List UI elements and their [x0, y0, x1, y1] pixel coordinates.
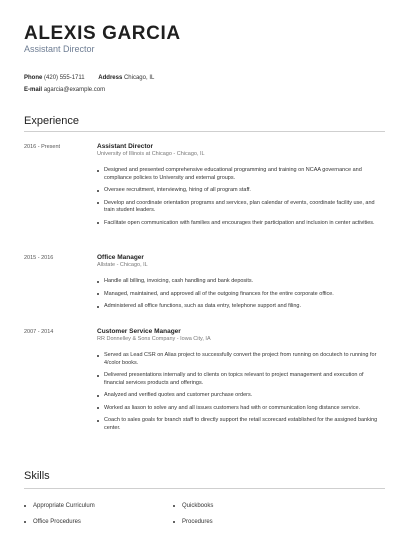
email-value: agarcia@example.com	[43, 87, 106, 93]
contact-line-email	[24, 86, 105, 94]
skill-item: Quickbooks	[173, 502, 213, 518]
job-bullet: Delivered presentations internally and to clients on topics relevant to project management and execution of financial services products and offerings.	[97, 372, 385, 387]
job-bullet: Served as Lead CSR on Alias project to successfully convert the project from running on docutech to running for 4/color books.	[97, 352, 385, 367]
address-value: Chicago, IL	[123, 75, 155, 81]
job-employer: University of Illinois at Chicago - Chicago, IL	[97, 151, 205, 157]
contact-line-phone-address	[24, 74, 154, 82]
job-title: Assistant Director	[97, 143, 153, 150]
phone-value: (420) 555-1711	[44, 75, 85, 81]
job-title: Customer Service Manager	[97, 328, 181, 335]
job-bullets	[97, 278, 385, 311]
skills-divider	[24, 488, 385, 489]
candidate-title: Assistant Director	[24, 44, 95, 54]
candidate-name: ALEXIS GARCIA	[24, 23, 181, 44]
job-bullet: Administered all office functions, such as data entry, telephone support and filing.	[97, 303, 385, 311]
skill-item: Procedures	[173, 518, 213, 534]
job-bullet: Worked as liason to solve any and all issues customers had with or communication long distance service.	[97, 405, 385, 413]
job-bullet: Oversee recruitment, interviewing, hiring of all program staff.	[97, 187, 385, 195]
skill-item: Office Procedures	[24, 518, 95, 534]
experience-divider	[24, 131, 385, 132]
job-dates: 2015 - 2016	[24, 255, 54, 261]
job-bullet: Develop and coordinate orientation programs and services, plan calendar of events, coordinate facility use, and train student leaders.	[97, 200, 385, 215]
job-employer: RR Donnelley & Sons Company - Iowa City, IA	[97, 336, 211, 342]
job-bullet: Analyzed and verified quotes and customer purchase orders.	[97, 392, 385, 400]
job-bullet: Managed, maintained, and approved all of the outgoing finances for the entire corporate office.	[97, 291, 385, 299]
skills-heading: Skills	[24, 470, 50, 482]
job-bullets	[97, 352, 385, 432]
phone-label: Phone	[24, 75, 43, 81]
job-bullets	[97, 167, 385, 227]
skill-item: Appropriate Curriculum	[24, 502, 95, 518]
job-employer: Allstate - Chicago, IL	[97, 262, 148, 268]
job-title: Office Manager	[97, 254, 144, 261]
job-dates: 2007 - 2014	[24, 329, 54, 335]
job-bullet: Handle all billing, invoicing, cash handling and bank deposits.	[97, 278, 385, 286]
job-dates: 2016 - Present	[24, 144, 61, 150]
skills-list-left	[24, 502, 95, 534]
address-group	[98, 75, 154, 81]
email-label: E-mail	[24, 87, 43, 93]
address-label: Address	[98, 75, 123, 81]
skills-list-right	[173, 502, 213, 534]
job-bullet: Facilitate open communication with families and encourages their participation and inclusion in center activities.	[97, 220, 385, 228]
job-bullet: Designed and presented comprehensive educational programming and training on NCAA governance and compliance policies to University and external groups.	[97, 167, 385, 182]
job-bullet: Coach to sales goals for branch staff to directly support the retail scorecard established for the assigned banking center.	[97, 417, 385, 432]
experience-heading: Experience	[24, 115, 80, 127]
